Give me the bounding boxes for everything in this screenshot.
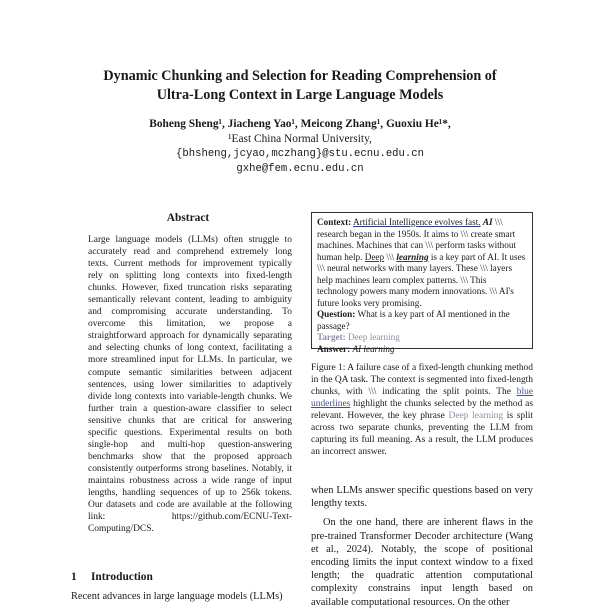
affiliation: ¹East China Normal University,: [228, 133, 372, 145]
section-title: Introduction: [91, 571, 153, 583]
context-chunk-a: Artificial Intelligence evolves fast.: [353, 217, 481, 227]
answer-label: Answer:: [317, 343, 351, 354]
paper-title: [60, 67, 540, 105]
caption-blue-underlines: blue underlines: [311, 387, 534, 410]
abstract-heading: Abstract: [166, 212, 210, 224]
context-label: Context:: [317, 217, 352, 227]
context-chunk-b: research began in the 1950s. It aims to \\\ create smart machines. Machines that can \\\ perform tasks without human help.: [317, 228, 517, 262]
author-emails-1: {bhsheng,jcyao,mczhang}@stu.ecnu.edu.cn: [176, 148, 424, 160]
intro-first-line: Recent advances in large language models (LLMs): [71, 591, 283, 602]
figure-1-caption: [311, 362, 533, 458]
context-chunk-c: is a key part of AI. It uses \\\ neural networks with many layers. These \\\ layers help machines learn complex patterns. \\\ This technology powers many modern innovations. \\\ AI's future looks very promising.: [317, 251, 526, 308]
abstract-text: Large language models (LLMs) often struggle to accurately read and comprehend extremely long texts. Current methods for improvement typically rely on splitting long contexts into fixed-length chunks. However, fixed truncation risks separating semantically relevant content, leading to ambiguity and compromising accurate understanding. To overcome this limitation, we propose a straightforward approach for dynamically separating and selecting chunks of long context, facilitating a more streamlined input for LLMs. In particular, we compute semantic similarities between adjacent sentences, using lower similarities to adaptively divide long contexts into variable-length chunks. We further train a question-aware classifier to select sensitive chunks that are critical for answering specific questions. Experimental results on both single-hop and multi-hop question-answering benchmarks show that the proposed approach consistently outperforms strong baselines. Notably, it maintains robustness across a wide range of input lengths, handling sequences of up to 256k tokens. Our datasets and code are available at the following link: https://github.com/ECNU-Text-Computing/DCS.: [88, 235, 292, 535]
section-number: 1: [71, 571, 77, 583]
author-names: Boheng Sheng¹, Jiacheng Yao¹, Meicong Zhang¹, Guoxiu He¹*,: [149, 118, 451, 130]
figure-context: [317, 217, 527, 309]
title-line-1: Dynamic Chunking and Selection for Reading Comprehension of: [103, 68, 497, 84]
target-label: Target:: [317, 332, 346, 342]
body-paragraph-2: On the one hand, there are inherent flaws in the pre-trained Transformer Decoder architecture (Wang et al., 2024). Notably, the scope of positional encoding limits the input context window to a fixed length; the quadratic attention computational complexity constrains input length based on available computational resources. On the other: [311, 517, 533, 608]
context-learning: learning: [396, 251, 429, 262]
caption-grey-phrase: Deep learning: [448, 411, 504, 422]
caption-part-3: is split across two separate chunks, preventing the LLM from capturing its full meaning. As a result, the LLM produces an incorrect answer.: [311, 411, 534, 458]
section-heading: [71, 571, 153, 583]
figure-answer: [317, 344, 527, 356]
question-label: Question:: [317, 309, 356, 319]
figure-question: [317, 309, 527, 332]
right-column-body: [311, 484, 533, 609]
author-emails-2: gxhe@fem.ecnu.edu.cn: [236, 163, 364, 175]
author-block: [60, 117, 540, 177]
question-text: What is a key part of AI mentioned in the passage?: [317, 309, 510, 331]
figure-target: [317, 332, 527, 344]
title-line-2: Ultra-Long Context in Large Language Models: [156, 87, 444, 103]
body-paragraph-1: when LLMs answer specific questions based on very lengthy texts.: [311, 485, 533, 510]
context-ai: AI: [482, 217, 493, 227]
caption-part-2: highlight the chunks selected by the method as relevant. However, the key phrase: [311, 399, 533, 422]
figure-1-box: [311, 212, 533, 354]
context-split-1: \\\: [494, 217, 503, 227]
caption-part-1: Figure 1: A failure case of a fixed-length chunking method in the QA task. The context is segmented into fixed-length chunks, with \\\ indicating the split points. The: [311, 363, 533, 398]
target-text: Deep learning: [348, 332, 400, 342]
context-split-2: \\\: [386, 251, 395, 262]
answer-text: AI learning: [352, 343, 395, 354]
context-deep: Deep: [364, 251, 385, 262]
